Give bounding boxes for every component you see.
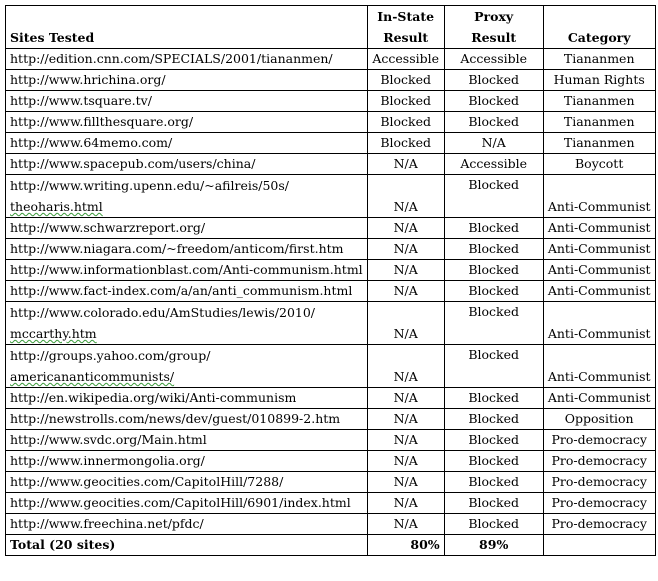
- proxy-result-cell: Blocked: [444, 70, 543, 91]
- table-row: [6, 91, 656, 112]
- header-proxy-line2: Result: [471, 30, 517, 45]
- proxy-result-cell: Blocked: [444, 175, 543, 218]
- proxy-result-cell: Blocked: [444, 239, 543, 260]
- table-row: [6, 133, 656, 154]
- site-url-cell: http://www.niagara.com/~freedom/anticom/first.htm: [6, 239, 368, 260]
- proxy-result-cell: Blocked: [444, 472, 543, 493]
- total-instate: 80%: [367, 535, 444, 556]
- site-url-line2: theoharis.html: [10, 199, 103, 214]
- table-row: [6, 49, 656, 70]
- table-row: [6, 345, 656, 388]
- table-row: [6, 260, 656, 281]
- site-url-line1: http://www.colorado.edu/AmStudies/lewis/2010/: [10, 305, 316, 320]
- category-cell: Anti-Communist: [543, 239, 655, 260]
- category-cell: Tiananmen: [543, 133, 655, 154]
- proxy-result-cell: Blocked: [444, 493, 543, 514]
- category-cell: Pro-democracy: [543, 451, 655, 472]
- total-proxy: 89%: [444, 535, 543, 556]
- table-row: [6, 302, 656, 345]
- site-url-cell: http://www.fillthesquare.org/: [6, 112, 368, 133]
- table-row: [6, 239, 656, 260]
- site-url-cell: http://www.fact-index.com/a/an/anti_communism.html: [6, 281, 368, 302]
- instate-result-cell: N/A: [367, 175, 444, 218]
- table-row: [6, 451, 656, 472]
- instate-result-cell: N/A: [367, 281, 444, 302]
- instate-result-cell: N/A: [367, 218, 444, 239]
- instate-result-cell: N/A: [367, 239, 444, 260]
- header-instate-line2: Result: [383, 30, 429, 45]
- header-instate-line1: In-State: [377, 9, 435, 24]
- instate-result-cell: N/A: [367, 388, 444, 409]
- site-url-cell: http://edition.cnn.com/SPECIALS/2001/tiananmen/: [6, 49, 368, 70]
- instate-result-cell: Blocked: [367, 70, 444, 91]
- category-cell: Tiananmen: [543, 112, 655, 133]
- instate-result-cell: N/A: [367, 409, 444, 430]
- site-url-line1: http://groups.yahoo.com/group/: [10, 348, 211, 363]
- table-row: [6, 218, 656, 239]
- site-url-cell: http://www.spacepub.com/users/china/: [6, 154, 368, 175]
- proxy-result-cell: Blocked: [444, 91, 543, 112]
- proxy-result-cell: Blocked: [444, 260, 543, 281]
- table-row: [6, 281, 656, 302]
- instate-result-cell: Accessible: [367, 49, 444, 70]
- category-cell: Anti-Communist: [543, 388, 655, 409]
- category-cell: Opposition: [543, 409, 655, 430]
- instate-result-cell: N/A: [367, 472, 444, 493]
- proxy-result-cell: N/A: [444, 133, 543, 154]
- category-cell: Anti-Communist: [543, 175, 655, 218]
- instate-result-cell: N/A: [367, 154, 444, 175]
- site-url-cell: http://www.geocities.com/CapitolHill/7288/: [6, 472, 368, 493]
- category-cell: Tiananmen: [543, 49, 655, 70]
- site-url-cell: [6, 302, 368, 345]
- category-cell: Tiananmen: [543, 91, 655, 112]
- category-cell: Pro-democracy: [543, 493, 655, 514]
- total-category-empty: [543, 535, 655, 556]
- category-cell: Pro-democracy: [543, 430, 655, 451]
- table-row: [6, 70, 656, 91]
- table-body: [6, 49, 656, 535]
- total-label: Total (20 sites): [6, 535, 368, 556]
- site-url-cell: http://www.tsquare.tv/: [6, 91, 368, 112]
- instate-result-cell: N/A: [367, 430, 444, 451]
- proxy-result-cell: Accessible: [444, 154, 543, 175]
- table-row: [6, 409, 656, 430]
- site-url-cell: http://www.freechina.net/pfdc/: [6, 514, 368, 535]
- results-table: [5, 5, 656, 556]
- instate-result-cell: N/A: [367, 260, 444, 281]
- site-url-cell: http://www.64memo.com/: [6, 133, 368, 154]
- proxy-result-cell: Blocked: [444, 514, 543, 535]
- site-url-cell: http://www.informationblast.com/Anti-communism.html: [6, 260, 368, 281]
- table-row: [6, 514, 656, 535]
- category-cell: Anti-Communist: [543, 281, 655, 302]
- site-url-cell: [6, 345, 368, 388]
- site-url-cell: http://www.svdc.org/Main.html: [6, 430, 368, 451]
- table-row: [6, 472, 656, 493]
- header-instate: [367, 6, 444, 49]
- category-cell: Human Rights: [543, 70, 655, 91]
- site-url-cell: http://en.wikipedia.org/wiki/Anti-communism: [6, 388, 368, 409]
- table-row: [6, 175, 656, 218]
- instate-result-cell: Blocked: [367, 112, 444, 133]
- header-sites: Sites Tested: [6, 6, 368, 49]
- instate-result-cell: N/A: [367, 451, 444, 472]
- site-url-cell: http://www.hrichina.org/: [6, 70, 368, 91]
- table-row: [6, 112, 656, 133]
- instate-result-cell: N/A: [367, 493, 444, 514]
- table-row: [6, 430, 656, 451]
- instate-result-cell: N/A: [367, 302, 444, 345]
- site-url-line1: http://www.writing.upenn.edu/~afilreis/50s/: [10, 178, 290, 193]
- site-url-cell: http://newstrolls.com/news/dev/guest/010899-2.htm: [6, 409, 368, 430]
- category-cell: Anti-Communist: [543, 345, 655, 388]
- proxy-result-cell: Blocked: [444, 112, 543, 133]
- header-category: Category: [543, 6, 655, 49]
- category-cell: Anti-Communist: [543, 302, 655, 345]
- category-cell: Pro-democracy: [543, 514, 655, 535]
- header-row: [6, 6, 656, 49]
- table-row: [6, 388, 656, 409]
- proxy-result-cell: Blocked: [444, 430, 543, 451]
- category-cell: Anti-Communist: [543, 218, 655, 239]
- site-url-line2: mccarthy.htm: [10, 326, 97, 341]
- proxy-result-cell: Blocked: [444, 218, 543, 239]
- proxy-result-cell: Accessible: [444, 49, 543, 70]
- site-url-line2: americananticommunists/: [10, 369, 175, 384]
- category-cell: Boycott: [543, 154, 655, 175]
- instate-result-cell: N/A: [367, 514, 444, 535]
- header-proxy-line1: Proxy: [474, 9, 514, 24]
- category-cell: Pro-democracy: [543, 472, 655, 493]
- header-proxy: [444, 6, 543, 49]
- proxy-result-cell: Blocked: [444, 409, 543, 430]
- table-row: [6, 493, 656, 514]
- table-row: [6, 154, 656, 175]
- instate-result-cell: Blocked: [367, 91, 444, 112]
- category-cell: Anti-Communist: [543, 260, 655, 281]
- instate-result-cell: Blocked: [367, 133, 444, 154]
- instate-result-cell: N/A: [367, 345, 444, 388]
- proxy-result-cell: Blocked: [444, 388, 543, 409]
- total-row: [6, 535, 656, 556]
- proxy-result-cell: Blocked: [444, 345, 543, 388]
- proxy-result-cell: Blocked: [444, 451, 543, 472]
- site-url-cell: http://www.innermongolia.org/: [6, 451, 368, 472]
- site-url-cell: http://www.schwarzreport.org/: [6, 218, 368, 239]
- proxy-result-cell: Blocked: [444, 281, 543, 302]
- proxy-result-cell: Blocked: [444, 302, 543, 345]
- site-url-cell: http://www.geocities.com/CapitolHill/6901/index.html: [6, 493, 368, 514]
- site-url-cell: [6, 175, 368, 218]
